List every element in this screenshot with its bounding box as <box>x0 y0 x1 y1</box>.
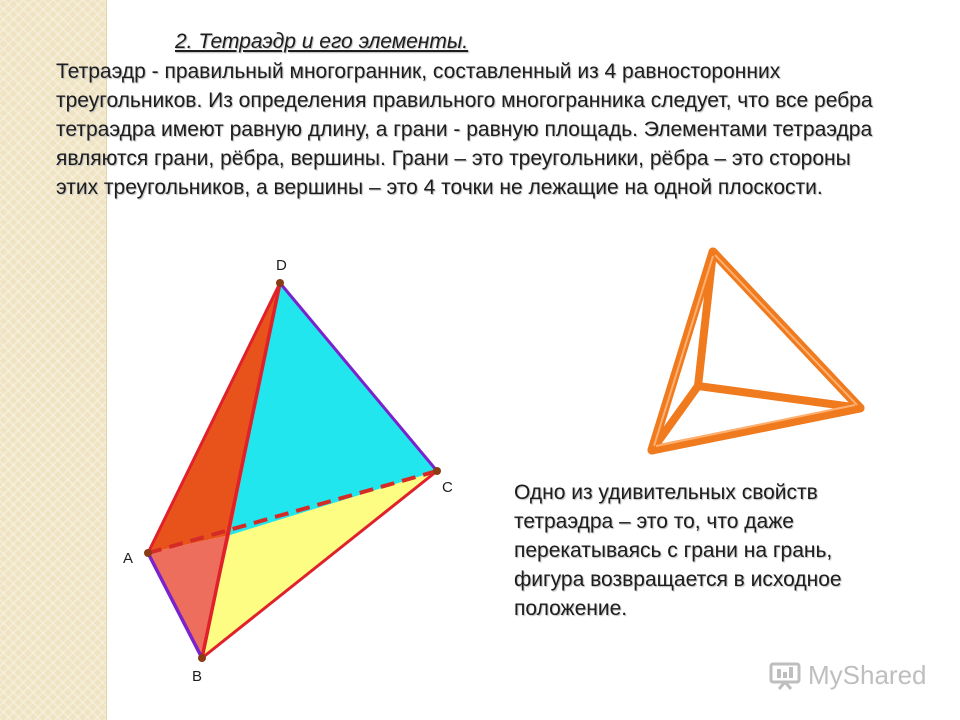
vertex-label-a: A <box>123 550 134 567</box>
intro-paragraph: Тетраэдр - правильный многогранник, составленный из 4 равносторонних треугольников. Из определения правильного многогранника следует, что все ребра тетраэдра имеют равную длину, а грани - равную площадь. Элементами тетраэдра являются грани, рёбра, вершины. Грани – это треугольники, рёбра – это стороны этих треугольников, а вершины – это 4 точки не лежащие на одной плоскости. <box>56 60 873 199</box>
vertex-a-dot <box>144 549 152 557</box>
frame-highlight-right <box>715 255 857 405</box>
slide-heading: 2. Тетраэдр и его элементы. <box>175 30 469 53</box>
watermark <box>768 655 927 695</box>
wireframe-tetrahedron <box>652 252 860 450</box>
vertex-label-d: D <box>276 257 287 274</box>
vertex-d-dot <box>276 279 284 287</box>
property-note: Одно из удивительных свойств тетраэдра – это то, что даже перекатываясь с грани на грань, фигура возвращается в исходное положение. <box>514 481 842 620</box>
frame-highlight-bottom <box>656 405 855 446</box>
frame-edge-back-bottom <box>698 386 860 408</box>
vertex-b-dot <box>198 654 206 662</box>
vertex-label-c: C <box>442 479 453 496</box>
vertex-label-b: B <box>192 668 203 685</box>
vertex-c-dot <box>433 467 441 475</box>
colored-tetrahedron <box>123 257 453 685</box>
watermark-text: MyShared <box>808 659 927 690</box>
presentation-icon <box>768 660 802 690</box>
frame-edge-bottom <box>652 408 860 450</box>
